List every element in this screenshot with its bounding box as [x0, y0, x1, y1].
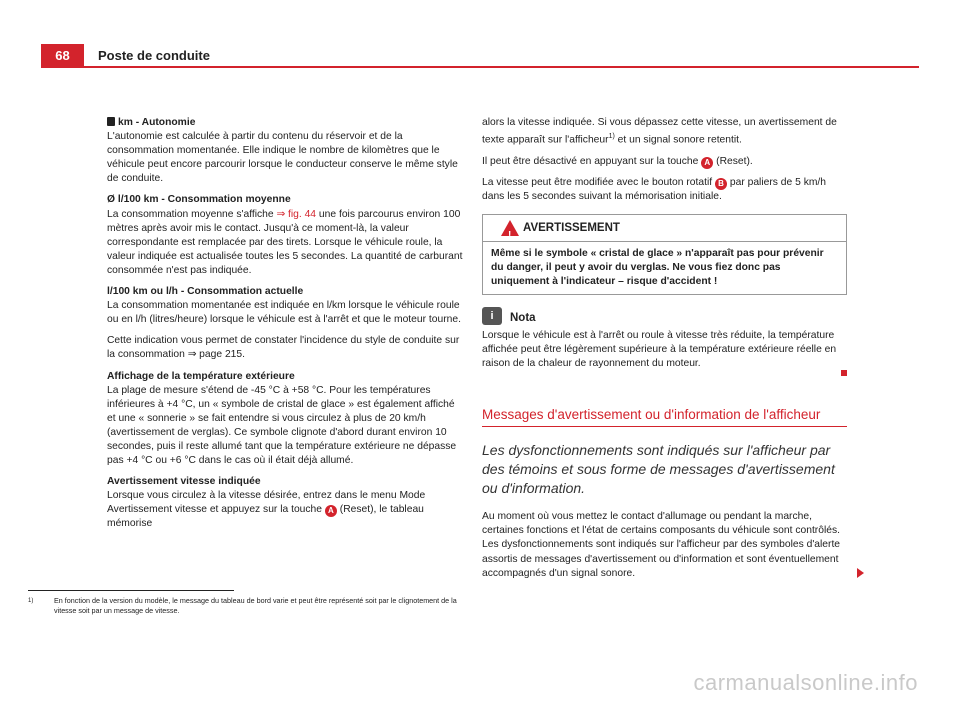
key-b-badge: B	[715, 178, 727, 190]
footnote-ref[interactable]: 1)	[608, 133, 615, 141]
page-number: 68	[41, 44, 84, 68]
nota-title: Nota	[510, 311, 536, 324]
autonomy-text: L'autonomie est calculée à partir du contenu du réservoir et de la consommation momentanée. Elle indique le nombre de kilomètres que le véhicule peut encore parcourir lorsque le conducteur conserve le même style de conduite.	[107, 131, 458, 185]
right-column	[482, 116, 847, 598]
temperature-heading: Affichage de la température extérieure	[107, 370, 295, 382]
info-icon: i	[482, 307, 502, 325]
footnote	[28, 596, 468, 616]
watermark: carmanualsonline.info	[693, 670, 918, 695]
warning-text: Même si le symbole « cristal de glace » n'apparaît pas pour prévenir du danger, il peut y avoir du verglas. Ne vous fiez donc pas uniquement à l'indicateur – risque d'accident !	[491, 247, 824, 287]
continue-arrow-icon	[857, 568, 864, 578]
warning-triangle-icon: !	[501, 220, 519, 236]
warning-title: AVERTISSEMENT	[523, 221, 620, 234]
autonomy-heading: km - Autonomie	[107, 116, 463, 130]
style-impact-text: Cette indication vous permet de constater l'incidence du style de conduite sur la consommation ⇒ page 215.	[107, 335, 460, 361]
current-consumption-text: La consommation momentanée est indiquée en l/km lorsque le véhicule roule ou en l/h (litres/heure) lorsque le véhicule est à l'arrêt et que le moteur tourne.	[107, 300, 461, 326]
section-body: Au moment où vous mettez le contact d'allumage ou pendant la marche, certaines fonctions et l'état de certains composants du véhicule sont contrôlés. Les dysfonctionnements sont indiqués sur l'afficheur par des symboles d'alerte assortis de messages d'avertissement ou d'information et sont éventuellement accompagnés d'un signal sonore.	[482, 511, 841, 579]
current-consumption-heading: l/100 km ou l/h - Consommation actuelle	[107, 286, 304, 298]
key-a-badge: A	[325, 505, 337, 517]
nota-header	[482, 307, 847, 329]
warning-box	[482, 214, 847, 295]
fuel-pump-icon	[107, 117, 115, 126]
header-rule	[84, 66, 919, 68]
section-lead: Les dysfonctionnements sont indiqués sur l'afficheur par des témoins et sous forme de messages d'avertissement ou d'information.	[482, 442, 835, 497]
left-column	[107, 116, 463, 539]
deactivate-text: Il peut être désactivé en appuyant sur la touche A (Reset).	[482, 155, 753, 167]
fig-44-link[interactable]: ⇒ fig. 44	[276, 208, 317, 220]
footnote-text: En fonction de la version du modèle, le message du tableau de bord varie et peut être représenté soit par le clignotement de la vitesse soit par un message de vitesse.	[54, 596, 457, 615]
temperature-text: La plage de mesure s'étend de -45 °C à +58 °C. Pour les températures inférieures à +4 °C, un « symbole de cristal de glace » est également affiché et une « sonnerie » se fait entendre si vous circulez à plus de 20 km/h (avertissement de verglas). Ce symbole clignote d'abord durant environ 10 secondes, puis il reste allumé tant que la température extérieure ne dépasse pas +4 °C ou +6 °C dans le cas où il était déjà allumé.	[107, 384, 457, 467]
avg-consumption-text: La consommation moyenne s'affiche ⇒ fig. 44 une fois parcourus environ 100 mètres après avoir mis le contact. Jusqu'à ce moment-là, la valeur correspondante est remplacée par des tirets. Lorsque le véhicule roule, la valeur indiquée est actualisée toutes les 5 secondes. La quantité de carburant consommée n'est pas indiquée.	[107, 208, 463, 276]
speed-continue-text: alors la vitesse indiquée. Si vous dépassez cette vitesse, un avertissement de texte apparaît sur l'afficheur$^{1)}$ et un signal sonore retentit.	[482, 117, 837, 146]
footnote-marker: 1)	[28, 598, 34, 604]
nota-text: Lorsque le véhicule est à l'arrêt ou roule à vitesse très réduite, la température affichée peut être légèrement supérieure à la température extérieure réelle en raison de la chaleur de rayonnement du moteur.	[482, 329, 837, 370]
end-marker-icon	[841, 370, 847, 376]
page-header-title: Poste de conduite	[98, 48, 210, 63]
section-title: Messages d'avertissement ou d'information de l'afficheur	[482, 408, 847, 427]
footnote-rule	[28, 590, 234, 591]
warning-header	[483, 215, 846, 242]
speed-warning-heading: Avertissement vitesse indiquée	[107, 476, 261, 488]
rotary-text: La vitesse peut être modifiée avec le bouton rotatif B par paliers de 5 km/h dans les 5 secondes suivant la mémorisation initiale.	[482, 176, 827, 202]
key-a-badge: A	[701, 157, 713, 169]
avg-consumption-heading: Ø l/100 km - Consommation moyenne	[107, 194, 291, 206]
speed-warning-text: Lorsque vous circulez à la vitesse désirée, entrez dans le menu Mode Avertissement vitesse et appuyez sur la touche A (Reset), le tableau mémorise	[107, 490, 426, 530]
